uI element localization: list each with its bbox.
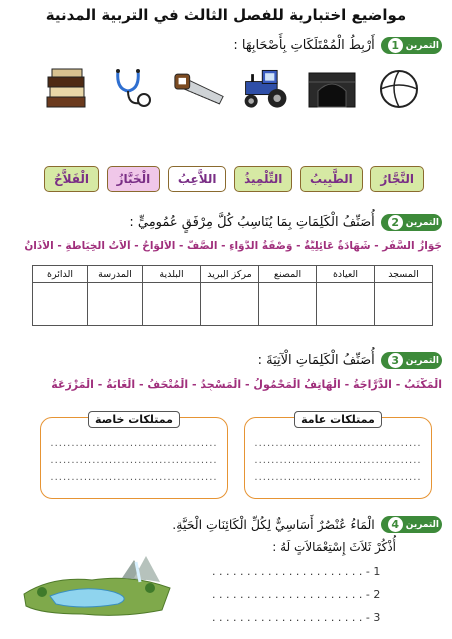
exercise-number: 3 <box>388 353 403 368</box>
exercise-2-instruction: أُصَنِّفُ الْكَلِمَاتِ بِمَا يُنَاسِبُ كُلَّ مِرْفَقٍ عُمُومِيٍّ : <box>129 215 375 230</box>
answer-cell[interactable] <box>143 283 201 326</box>
answer-line-3[interactable]: . . . . . . . . . . . . . . . . . . . . . . - 3 <box>212 611 381 624</box>
answer-line-2[interactable]: . . . . . . . . . . . . . . . . . . . . . . - 2 <box>212 588 381 601</box>
exercise-3-instruction: أُصَنِّفُ الْكَلِمَاتِ الْآتِيَةَ : <box>257 353 375 368</box>
exercise-label: التمرين <box>405 355 439 366</box>
bread-oven-icon <box>306 66 358 112</box>
dotted-line[interactable]: ........................................ <box>254 455 422 466</box>
water-landscape-illustration <box>22 548 172 624</box>
exercise-number: 2 <box>388 215 403 230</box>
owner-farmer: الْفَلاَّحُ <box>44 166 99 192</box>
exercise-4-statement: الْمَاءُ عُنْصُرٌ أَسَاسِيٌّ لِكُلِّ الْكَائِنَاتِ الْحَيَّةِ. <box>172 517 375 532</box>
table-header: المدرسة <box>88 266 143 283</box>
owner-doctor: الطَّبِيبُ <box>300 166 363 192</box>
page-title: مواضيع اختبارية للفصل الثالث في التربية المدنية <box>45 6 407 24</box>
exercise-4-header <box>172 516 442 533</box>
exercise-3-words: الْمَكْتَبُ - الدَّرَّاجَةُ - الْهَاتِفُ الْمَحْمُولُ - الْمَسْجِدُ - الْمُتْحَفُ - الْغَابَةُ - الْمَزْرَعَةُ <box>51 378 442 391</box>
table-header: المصنع <box>259 266 317 283</box>
exercise-3-badge <box>381 352 442 369</box>
exercise-number: 1 <box>388 38 403 53</box>
answer-cell[interactable] <box>317 283 375 326</box>
table-header: الدائرة <box>33 266 88 283</box>
exercise-1-header <box>233 37 442 54</box>
owner-carpenter: النَّجَّارُ <box>370 166 424 192</box>
exercise-label: التمرين <box>405 519 439 530</box>
box-general-label: ممتلكات عامة <box>294 411 382 428</box>
stethoscope-icon <box>107 66 159 112</box>
owners-row <box>44 166 424 192</box>
exercise-3-header <box>258 352 442 369</box>
ball-icon <box>373 66 425 112</box>
exercise-label: التمرين <box>405 217 439 228</box>
books-icon <box>40 66 92 112</box>
dotted-line[interactable]: ........................................ <box>50 438 218 449</box>
answer-cell[interactable] <box>375 283 433 326</box>
dotted-line[interactable]: ........................................ <box>254 472 422 483</box>
table-header: المسجد <box>375 266 433 283</box>
tractor-icon <box>240 66 292 112</box>
box-private-label: ممتلكات خاصة <box>88 411 180 428</box>
box-general-property <box>244 413 432 499</box>
owner-pupil: التِّلْمِيذُ <box>234 166 292 192</box>
owner-player: اللاَّعِبُ <box>168 166 227 192</box>
classification-table <box>32 265 433 326</box>
exercise-2-badge <box>381 214 442 231</box>
exercise-1-badge <box>381 37 442 54</box>
pictures-row <box>40 66 425 112</box>
answer-cell[interactable] <box>259 283 317 326</box>
exercise-2-header <box>129 214 442 231</box>
answer-cell[interactable] <box>88 283 143 326</box>
exercise-label: التمرين <box>405 40 439 51</box>
exercise-1-instruction: أَرْبِطُ الْمُمْتَلَكَاتِ بِأَصْحَابِهَا : <box>233 38 375 53</box>
owner-baker: الْخَبَّازُ <box>107 166 161 192</box>
dotted-line[interactable]: ........................................ <box>50 472 218 483</box>
exercise-2-words: جَوَازُ السَّفَرِ - شَهَادَةٌ عَائِلِيَّةٌ - وَصْفَةُ الدَّوَاءِ - الصَّفُّ - الْأَلْوَاحُ - آلاَتُ الْخِيَاطَةِ - الْأَذَانُ <box>24 240 442 252</box>
answer-cell[interactable] <box>33 283 88 326</box>
answer-cell[interactable] <box>201 283 259 326</box>
dotted-line[interactable]: ........................................ <box>254 438 422 449</box>
table-header: البلدية <box>143 266 201 283</box>
exercise-4-badge <box>381 516 442 533</box>
saw-icon <box>173 66 225 112</box>
exercise-4-question: أُذْكُرْ ثَلاَثَ إِسْتِعْمَالاَتٍ لَهُ : <box>272 540 396 554</box>
dotted-line[interactable]: ........................................ <box>50 455 218 466</box>
exercise-number: 4 <box>388 517 403 532</box>
box-private-property <box>40 413 228 499</box>
table-header: العيادة <box>317 266 375 283</box>
answer-line-1[interactable]: . . . . . . . . . . . . . . . . . . . . . . - 1 <box>212 565 381 578</box>
table-header: مركز البريد <box>201 266 259 283</box>
